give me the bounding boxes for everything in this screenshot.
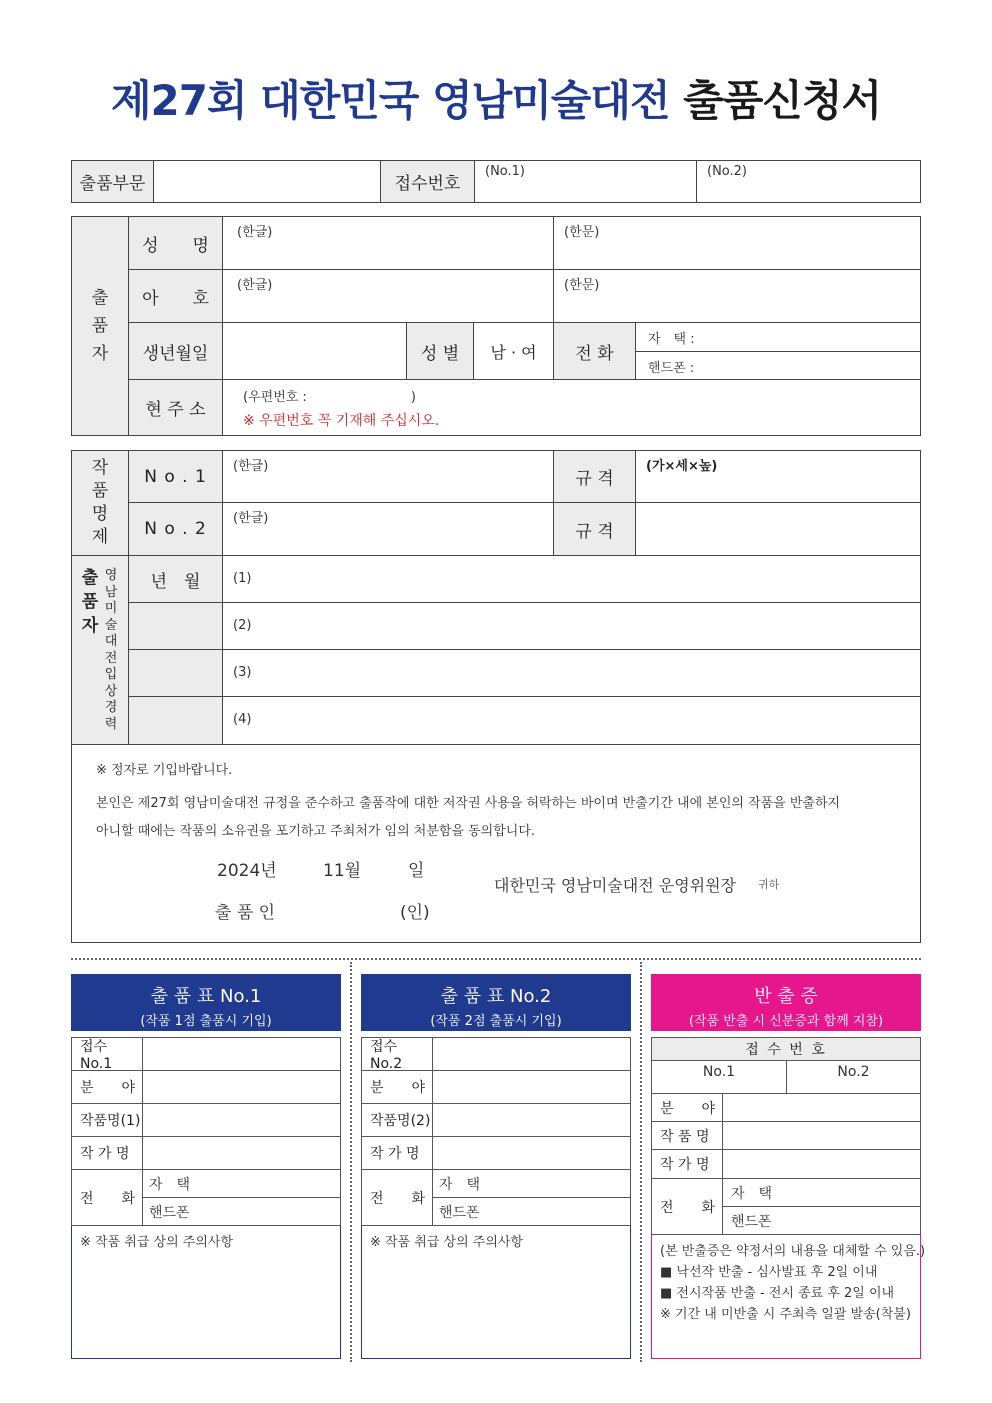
work-no2-field[interactable] (222, 502, 554, 556)
ticket2-mobile[interactable]: 핸드폰 (432, 1197, 631, 1226)
ticket1-home[interactable]: 자 택 (142, 1169, 341, 1198)
history-row-3-num: (3) (233, 665, 252, 680)
name-hanmun-hint: (한문) (564, 225, 600, 240)
ticket2-home[interactable]: 자 택 (432, 1169, 631, 1198)
receipt-no2-hint: (No.2) (707, 164, 747, 179)
home-phone-hint: 자 택 : (648, 332, 695, 347)
ticket2-subtitle: (작품 2점 출품시 기입) (430, 1014, 562, 1029)
return-receipt-header: 접 수 번 호 (651, 1037, 921, 1061)
work-no2-label: N o . 2 (128, 502, 223, 556)
receipt-no1-hint: (No.1) (485, 164, 525, 179)
name-label: 성 명 (128, 216, 223, 270)
mobile-field[interactable] (635, 351, 921, 380)
spec-no1-field[interactable] (635, 450, 921, 503)
name-hanmun-field[interactable] (553, 216, 921, 270)
history-date-3[interactable] (128, 649, 223, 697)
return-title: 반 출 증 (754, 986, 818, 1007)
work-no2-hint: (한글) (233, 511, 269, 526)
ticket2-receipt-field[interactable] (432, 1037, 631, 1071)
work-no1-hint: (한글) (233, 459, 269, 474)
ticket1-phone-label: 전 화 (71, 1169, 143, 1226)
address-field[interactable] (222, 379, 921, 436)
ticket1-notice: ※ 작품 취급 상의 주의사항 (80, 1235, 234, 1250)
ticket2-phone-label: 전 화 (361, 1169, 433, 1226)
history-year-month-label: 년 월 (128, 555, 223, 603)
division-field[interactable] (153, 160, 381, 203)
history-row-4-num: (4) (233, 712, 252, 727)
phone-label: 전 화 (553, 322, 636, 380)
return-note-3: ■ 전시작품 반출 - 전시 종료 후 2일 이내 (660, 1286, 895, 1301)
cut-line-vertical-1 (350, 962, 352, 1362)
history-row-4[interactable] (222, 696, 921, 745)
ticket1-work-label: 작품명(1) (71, 1103, 143, 1137)
pledge-applicant: 출 품 인 (215, 903, 276, 923)
division-label: 출품부문 (71, 160, 154, 203)
return-field-label: 분 야 (651, 1093, 723, 1122)
receipt-label: 접수번호 (380, 160, 475, 203)
pledge-box (71, 744, 921, 943)
pen-name-hangul-hint: (한글) (237, 278, 273, 293)
return-no1[interactable]: No.1 (651, 1060, 787, 1094)
birth-label: 생년월일 (128, 322, 223, 380)
return-subtitle: (작품 반출 시 신분증과 함께 지참) (688, 1014, 884, 1029)
ticket2-field-input[interactable] (432, 1070, 631, 1104)
history-date-2[interactable] (128, 602, 223, 650)
return-field-input[interactable] (722, 1093, 921, 1122)
return-work-input[interactable] (722, 1121, 921, 1150)
ticket2-artist-input[interactable] (432, 1136, 631, 1170)
spec-no2-label: 규 격 (553, 502, 636, 556)
pledge-month: 11월 (323, 861, 362, 881)
return-header (651, 974, 921, 1031)
return-note-4: ※ 기간 내 미반출 시 주최측 일괄 발송(착불) (660, 1307, 911, 1322)
pledge-note: ※ 정자로 기입바랍니다. (96, 763, 233, 778)
ticket1-artist-input[interactable] (142, 1136, 341, 1170)
ticket2-notice: ※ 작품 취급 상의 주의사항 (370, 1235, 524, 1250)
postal-note: ※ 우편번호 꼭 기재해 주십시오. (243, 413, 440, 429)
return-artist-label: 작 가 명 (651, 1149, 723, 1179)
work-no1-label: N o . 1 (128, 450, 223, 503)
ticket2-field-label: 분 야 (361, 1070, 433, 1104)
history-side-big: 출 품 자 (81, 568, 99, 636)
title-black: 출품신청서 (683, 76, 882, 125)
pledge-recipient: 대한민국 영남미술대전 운영위원장 (494, 876, 737, 895)
name-hangul-hint: (한글) (237, 225, 273, 240)
pledge-year: 2024년 (217, 861, 277, 881)
page-title (0, 68, 992, 128)
spec-hint: (가×세×높) (646, 459, 718, 474)
spec-no1-label: 규 격 (553, 450, 636, 503)
pledge-text-2: 아니할 때에는 작품의 소유권을 포기하고 주최처가 임의 처분함을 동의합니다. (96, 824, 536, 839)
ticket1-work-input[interactable] (142, 1103, 341, 1137)
history-date-4[interactable] (128, 696, 223, 745)
pledge-honorific: 귀하 (758, 878, 780, 891)
ticket1-mobile[interactable]: 핸드폰 (142, 1197, 341, 1226)
ticket1-artist-label: 작 가 명 (71, 1136, 143, 1170)
gender-field[interactable]: 남 · 여 (473, 322, 554, 380)
works-side-label: 작 품 명 제 (71, 450, 129, 556)
postal-hint: (우편번호 : ) (243, 390, 416, 405)
title-blue: 제27회 대한민국 영남미술대전 (110, 76, 670, 125)
history-row-3[interactable] (222, 649, 921, 697)
pledge-text-1: 본인은 제27회 영남미술대전 규정을 준수하고 출품작에 대한 저작권 사용을 허락하는 바이며 반출기간 내에 본인의 작품을 반출하지 (96, 796, 841, 811)
return-no2[interactable]: No.2 (786, 1060, 921, 1094)
return-work-label: 작 품 명 (651, 1121, 723, 1150)
name-hangul-field[interactable] (222, 216, 554, 270)
return-note-1: (본 반출증은 약정서의 내용을 대체할 수 있음.) (660, 1244, 926, 1259)
work-no1-field[interactable] (222, 450, 554, 503)
cut-line-vertical-2 (640, 962, 642, 1362)
ticket1-field-input[interactable] (142, 1070, 341, 1104)
history-row-1-num: (1) (233, 571, 252, 586)
mobile-hint: 핸드폰 : (648, 361, 695, 376)
return-note-2: ■ 낙선작 반출 - 심사발표 후 2일 이내 (660, 1265, 878, 1280)
pledge-day: 일 (408, 861, 425, 881)
ticket1-receipt-label: 접수 No.1 (71, 1037, 143, 1071)
history-side-label (71, 555, 129, 745)
ticket2-receipt-label: 접수 No.2 (361, 1037, 433, 1071)
ticket1-title: 출 품 표 No.1 (150, 986, 262, 1007)
ticket1-field-label: 분 야 (71, 1070, 143, 1104)
ticket1-header (71, 974, 341, 1031)
spec-no2-field[interactable] (635, 502, 921, 556)
pledge-seal: (인) (400, 903, 430, 923)
ticket2-work-label: 작품명(2) (361, 1103, 433, 1137)
ticket1-subtitle: (작품 1점 출품시 기입) (140, 1014, 272, 1029)
pen-name-hanmun-field[interactable] (553, 269, 921, 323)
ticket2-header (361, 974, 631, 1031)
history-row-1[interactable] (222, 555, 921, 603)
address-label: 현 주 소 (128, 379, 223, 436)
applicant-side-label: 출 품 자 (71, 216, 129, 436)
return-home[interactable]: 자 택 (722, 1178, 921, 1207)
pen-name-hangul-field[interactable] (222, 269, 554, 323)
history-row-2-num: (2) (233, 618, 252, 633)
home-phone-field[interactable] (635, 322, 921, 352)
receipt-no2-field[interactable] (696, 160, 921, 203)
birth-field[interactable] (222, 322, 407, 380)
pen-name-label: 아 호 (128, 269, 223, 323)
receipt-no1-field[interactable] (474, 160, 697, 203)
return-phone-label: 전 화 (651, 1178, 723, 1235)
gender-label: 성 별 (406, 322, 474, 380)
return-artist-input[interactable] (722, 1149, 921, 1179)
ticket2-artist-label: 작 가 명 (361, 1136, 433, 1170)
ticket2-title: 출 품 표 No.2 (440, 986, 552, 1007)
pen-name-hanmun-hint: (한문) (564, 278, 600, 293)
ticket1-receipt-field[interactable] (142, 1037, 341, 1071)
history-side-small: 영 남 미 술 대 전 입 상 경 력 (104, 568, 118, 732)
return-mobile[interactable]: 핸드폰 (722, 1206, 921, 1235)
cut-line-horizontal (71, 958, 921, 960)
history-row-2[interactable] (222, 602, 921, 650)
ticket2-work-input[interactable] (432, 1103, 631, 1137)
